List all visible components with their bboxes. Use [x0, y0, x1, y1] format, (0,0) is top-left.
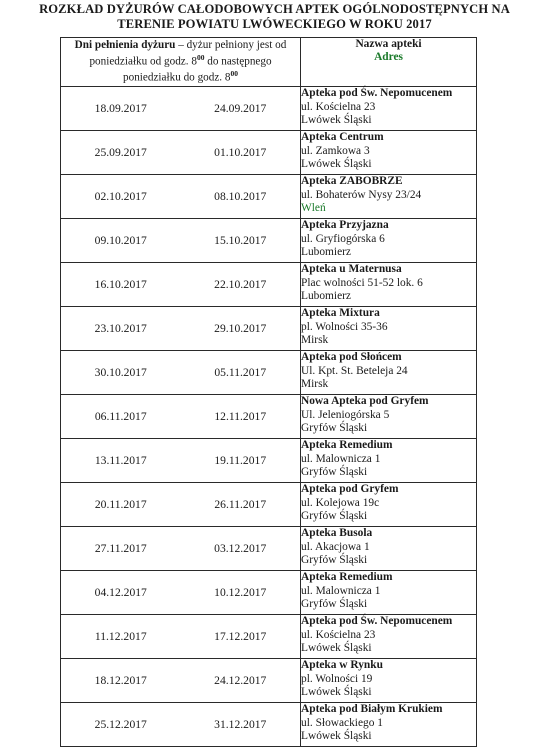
duty-end-date: 15.10.2017 — [181, 219, 301, 263]
pharmacy-cell — [301, 395, 477, 439]
pharmacy-city: Lubomierz — [301, 290, 351, 303]
pharmacy-city: Gryfów Śląski — [301, 422, 368, 435]
table-row — [61, 307, 477, 351]
duty-start-date: 25.12.2017 — [61, 703, 181, 747]
pharmacy-name: Nowa Apteka pod Gryfem — [301, 395, 429, 407]
pharmacy-cell — [301, 351, 477, 395]
header-sup-2: 00 — [230, 69, 238, 79]
duty-start-date: 30.10.2017 — [61, 351, 181, 395]
pharmacy-city: Gryfów Śląski — [301, 510, 368, 523]
pharmacy-city: Gryfów Śląski — [301, 598, 368, 611]
pharmacy-city: Lubomierz — [301, 246, 351, 259]
duty-end-date: 24.09.2017 — [181, 87, 301, 131]
pharmacy-name: Apteka Remedium — [301, 571, 393, 583]
duty-start-date: 20.11.2017 — [61, 483, 181, 527]
table-row — [61, 263, 477, 307]
duty-start-date: 18.09.2017 — [61, 87, 181, 131]
duty-end-date: 26.11.2017 — [181, 483, 301, 527]
pharmacy-cell — [301, 527, 477, 571]
pharmacy-address: ul. Malownicza 1 — [301, 584, 381, 597]
pharmacy-name: Apteka pod Gryfem — [301, 483, 399, 495]
header-pharmacy-address: Adres — [374, 51, 403, 63]
pharmacy-address: Ul. Kpt. St. Beteleja 24 — [301, 364, 408, 377]
table-row — [61, 175, 477, 219]
pharmacy-city: Mirsk — [301, 334, 329, 347]
duty-start-date: 13.11.2017 — [61, 439, 181, 483]
duty-start-date: 18.12.2017 — [61, 659, 181, 703]
pharmacy-name: Apteka pod Św. Nepomucenem — [301, 87, 453, 99]
title-line-2: TERENIE POWIATU LWÓWECKIEGO W ROKU 2017 — [117, 17, 432, 31]
table-row — [61, 351, 477, 395]
pharmacy-address: ul. Zamkowa 3 — [301, 144, 370, 157]
pharmacy-cell — [301, 615, 477, 659]
pharmacy-cell — [301, 703, 477, 747]
duty-start-date: 09.10.2017 — [61, 219, 181, 263]
header-duty-days-text-b: do następnego poniedziałku do godz. 8 — [123, 55, 272, 85]
pharmacy-name: Apteka Centrum — [301, 131, 384, 143]
table-row — [61, 219, 477, 263]
duty-end-date: 01.10.2017 — [181, 131, 301, 175]
duty-end-date: 05.11.2017 — [181, 351, 301, 395]
title-line-1: ROZKŁAD DYŻURÓW CAŁODOBOWYCH APTEK OGÓLNODOSTĘPNYCH NA — [39, 2, 510, 16]
header-pharmacy-name: Nazwa apteki — [355, 38, 422, 50]
pharmacy-cell — [301, 307, 477, 351]
pharmacy-cell — [301, 87, 477, 131]
duty-start-date: 11.12.2017 — [61, 615, 181, 659]
pharmacy-city: Lwówek Śląski — [301, 642, 372, 655]
pharmacy-address: pl. Wolności 35-36 — [301, 320, 388, 333]
table-row — [61, 703, 477, 747]
header-sup-1: 00 — [196, 52, 205, 62]
pharmacy-name: Apteka w Rynku — [301, 659, 383, 671]
table-row — [61, 571, 477, 615]
duty-start-date: 27.11.2017 — [61, 527, 181, 571]
header-duty-days — [61, 38, 301, 87]
duty-start-date: 23.10.2017 — [61, 307, 181, 351]
pharmacy-name: Apteka u Maternusa — [301, 263, 402, 275]
table-row — [61, 527, 477, 571]
duty-end-date: 10.12.2017 — [181, 571, 301, 615]
duty-start-date: 04.12.2017 — [61, 571, 181, 615]
pharmacy-name: Apteka pod Białym Krukiem — [301, 703, 443, 715]
duty-schedule-table — [60, 37, 477, 747]
pharmacy-name: Apteka Mixtura — [301, 307, 380, 319]
pharmacy-name: Apteka Busola — [301, 527, 373, 539]
table-header-row — [61, 38, 477, 87]
pharmacy-address: ul. Malownicza 1 — [301, 452, 381, 465]
pharmacy-cell — [301, 175, 477, 219]
pharmacy-cell — [301, 571, 477, 615]
pharmacy-address: ul. Słowackiego 1 — [301, 716, 383, 729]
duty-start-date: 06.11.2017 — [61, 395, 181, 439]
duty-end-date: 29.10.2017 — [181, 307, 301, 351]
header-duty-days-text-a: – dyżur pełniony jest od poniedziałku od godz. 8 — [89, 39, 287, 68]
pharmacy-city: Lwówek Śląski — [301, 158, 372, 171]
pharmacy-name: Apteka Remedium — [301, 439, 393, 451]
table-row — [61, 87, 477, 131]
pharmacy-address: Ul. Jeleniogórska 5 — [301, 408, 390, 421]
pharmacy-address: ul. Kościelna 23 — [301, 628, 376, 641]
duty-end-date: 08.10.2017 — [181, 175, 301, 219]
duty-end-date: 24.12.2017 — [181, 659, 301, 703]
duty-start-date: 25.09.2017 — [61, 131, 181, 175]
table-row — [61, 615, 477, 659]
pharmacy-address: ul. Kolejowa 19c — [301, 496, 380, 509]
pharmacy-cell — [301, 659, 477, 703]
duty-end-date: 19.11.2017 — [181, 439, 301, 483]
pharmacy-address: ul. Gryfiogórska 6 — [301, 232, 385, 245]
pharmacy-cell — [301, 131, 477, 175]
pharmacy-city: Lwówek Śląski — [301, 730, 372, 743]
pharmacy-address: pl. Wolności 19 — [301, 672, 373, 685]
pharmacy-cell — [301, 439, 477, 483]
pharmacy-address: ul. Kościelna 23 — [301, 100, 376, 113]
duty-end-date: 12.11.2017 — [181, 395, 301, 439]
pharmacy-name: Apteka Przyjazna — [301, 219, 389, 231]
table-row — [61, 131, 477, 175]
duty-start-date: 02.10.2017 — [61, 175, 181, 219]
pharmacy-cell — [301, 263, 477, 307]
pharmacy-city: Lwówek Śląski — [301, 686, 372, 699]
pharmacy-city: Gryfów Śląski — [301, 554, 368, 567]
pharmacy-name: Apteka pod Św. Nepomucenem — [301, 615, 453, 627]
duty-start-date: 16.10.2017 — [61, 263, 181, 307]
table-row — [61, 395, 477, 439]
pharmacy-cell — [301, 483, 477, 527]
pharmacy-address: ul. Bohaterów Nysy 23/24 — [301, 188, 422, 201]
header-duty-days-bold: Dni pełnienia dyżuru — [74, 39, 176, 52]
duty-end-date: 03.12.2017 — [181, 527, 301, 571]
document-title — [0, 2, 549, 32]
pharmacy-address: Plac wolności 51-52 lok. 6 — [301, 276, 423, 289]
pharmacy-cell — [301, 219, 477, 263]
pharmacy-name: Apteka ZABOBRZE — [301, 175, 403, 187]
table-row — [61, 483, 477, 527]
table-row — [61, 439, 477, 483]
pharmacy-address: ul. Akacjowa 1 — [301, 540, 370, 553]
duty-end-date: 17.12.2017 — [181, 615, 301, 659]
duty-end-date: 31.12.2017 — [181, 703, 301, 747]
duty-end-date: 22.10.2017 — [181, 263, 301, 307]
table-row — [61, 659, 477, 703]
pharmacy-city: Gryfów Śląski — [301, 466, 368, 479]
pharmacy-city: Wleń — [301, 202, 326, 215]
pharmacy-name: Apteka pod Słońcem — [301, 351, 402, 363]
pharmacy-city: Mirsk — [301, 378, 329, 391]
header-pharmacy — [301, 38, 477, 87]
pharmacy-city: Lwówek Śląski — [301, 114, 372, 127]
